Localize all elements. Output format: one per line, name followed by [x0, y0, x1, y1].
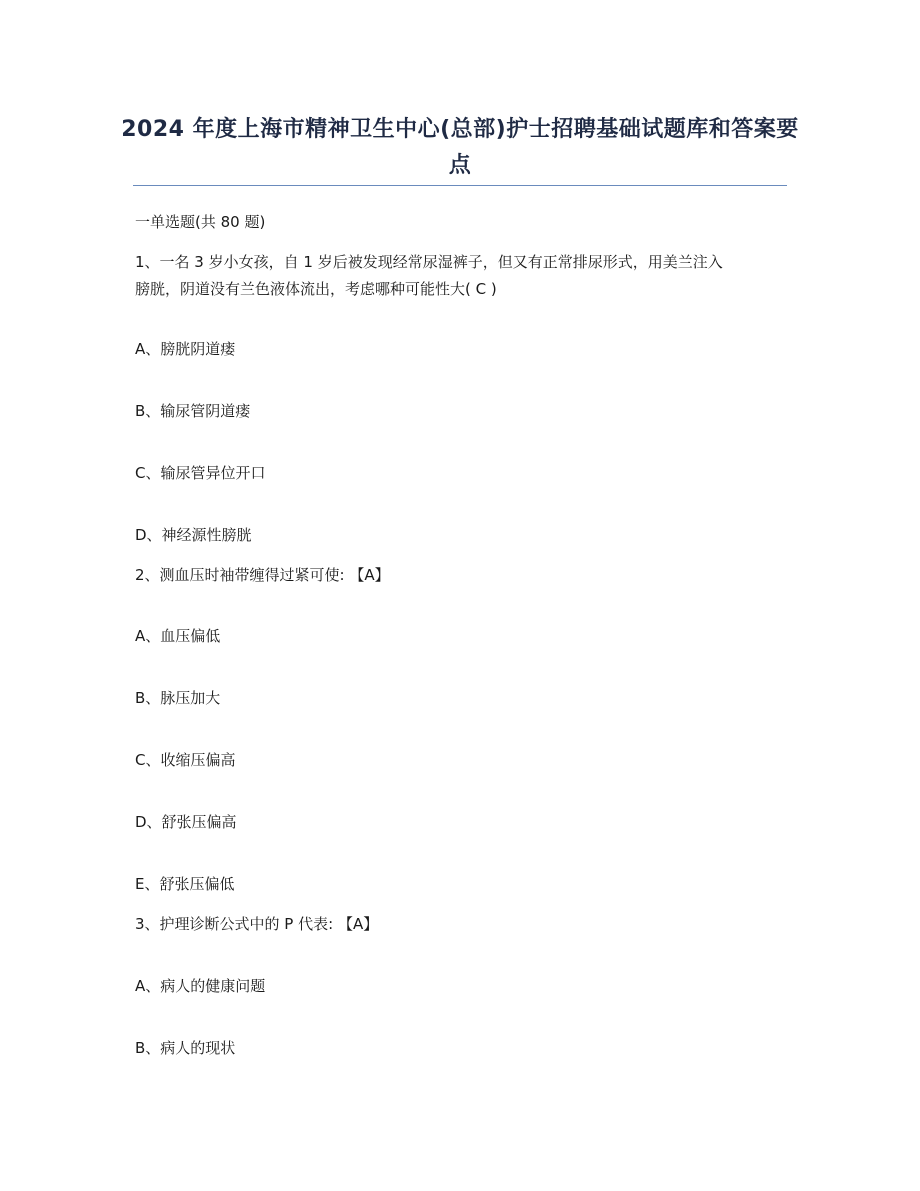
document-title: 2024 年度上海市精神卫生中心(总部)护士招聘基础试题库和答案要点	[121, 117, 799, 178]
question-1-option-d: D、神经源性膀胱	[135, 526, 252, 544]
question-2-option-b: B、脉压加大	[135, 689, 221, 707]
question-2-option-d: D、舒张压偏高	[135, 813, 237, 831]
question-3-option-a: A、病人的健康问题	[135, 977, 266, 995]
question-3-stem: 3、护理诊断公式中的 P 代表: 【A】	[135, 915, 379, 933]
question-1-option-a: A、膀胱阴道瘘	[135, 340, 236, 358]
question-2-option-a: A、血压偏低	[135, 627, 221, 645]
question-2-stem: 2、测血压时袖带缠得过紧可使: 【A】	[135, 566, 390, 584]
question-1-stem-line-1: 1、一名 3 岁小女孩，自 1 岁后被发现经常尿湿裤子，但又有正常排尿形式，用美兰注入	[135, 253, 723, 271]
question-2-option-e: E、舒张压偏低	[135, 875, 235, 893]
question-1-option-b: B、输尿管阴道瘘	[135, 402, 251, 420]
question-3-option-b: B、病人的现状	[135, 1039, 236, 1057]
question-1-stem-line-2: 膀胱，阴道没有兰色液体流出，考虑哪种可能性大( C )	[135, 280, 497, 298]
section-heading: 一单选题(共 80 题)	[135, 213, 266, 231]
question-2-option-c: C、收缩压偏高	[135, 751, 236, 769]
title-divider	[133, 185, 787, 186]
question-1-option-c: C、输尿管异位开口	[135, 464, 266, 482]
